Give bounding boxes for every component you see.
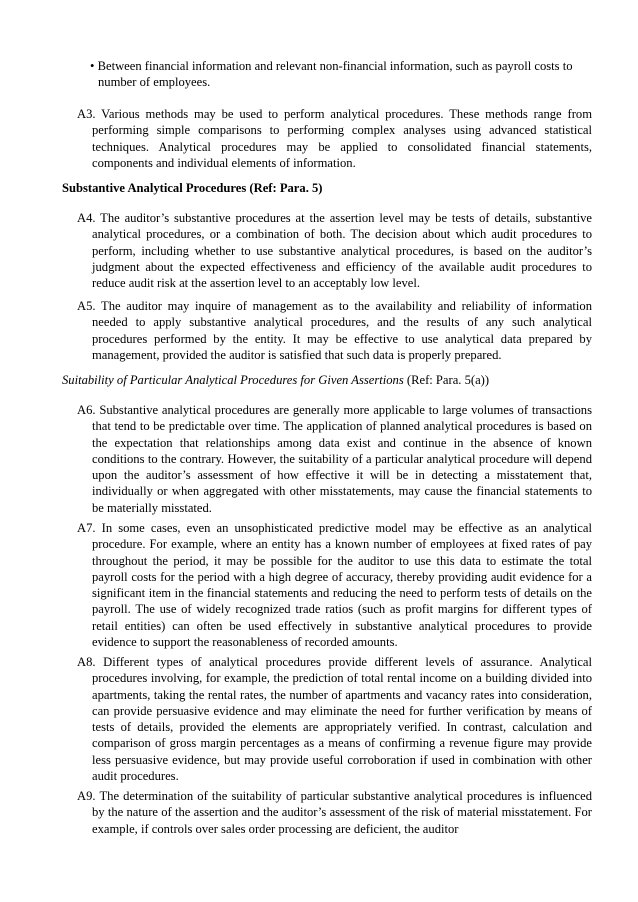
bullet-item-payroll: [90, 58, 586, 91]
bullet-marker: •: [90, 59, 95, 73]
paragraph-a9: A9. The determination of the suitability of particular substantive analytical procedures is influenced by the nature of the assertion and the auditor’s assessment of the risk of material misstatement. For example, if controls over sales order processing are deficient, the auditor: [77, 789, 592, 836]
heading-suitability-title: Suitability of Particular Analytical Procedures for Given Assertions: [62, 373, 404, 387]
bullet-text: Between financial information and relevant non-financial information, such as payroll costs to number of employees.: [97, 59, 573, 90]
paragraph-a5: A5. The auditor may inquire of management as to the availability and reliability of information needed to apply substantive analytical procedures, and the results of any such analytical procedures performed by the entity. It may be effective to use analytical data prepared by management, provided the auditor is satisfied that such data is properly prepared.: [77, 299, 592, 362]
heading-suitability: [62, 372, 578, 388]
heading-suitability-ref: (Ref: Para. 5(a)): [403, 373, 490, 387]
heading-substantive-analytical-procedures: Substantive Analytical Procedures (Ref: Para. 5): [62, 181, 323, 195]
paragraph-a4: A4. The auditor’s substantive procedures at the assertion level may be tests of details, substantive analytical procedures, or a combination of both. The decision about which audit procedures to perform, including whether to use substantive analytical procedures, is based on the auditor’s judgment about the expected effectiveness and efficiency of the available audit procedures to reduce audit risk at the assertion level to an acceptably low level.: [77, 211, 592, 291]
paragraph-a8: A8. Different types of analytical procedures provide different levels of assurance. Analytical procedures involving, for example, the prediction of total rental income on a building divided into apartments, taking the rental rates, the number of apartments and vacancy rates into consideration, can provide persuasive evidence and may eliminate the need for further verification by means of tests of details, provided the elements are appropriately verified. In contrast, calculation and comparison of gross margin percentages as a means of confirming a revenue figure may provide less persuasive evidence, but may provide useful corroboration if used in combination with other audit procedures.: [77, 655, 592, 784]
paragraph-a6: A6. Substantive analytical procedures are generally more applicable to large volumes of transactions that tend to be predictable over time. The application of planned analytical procedures is based on the expectation that relationships among data exist and continue in the absence of known conditions to the contrary. However, the suitability of a particular analytical procedure will depend upon the auditor’s assessment of how effective it will be in detecting a misstatement that, individually or when aggregated with other misstatements, may cause the financial statements to be materially misstated.: [77, 403, 592, 515]
paragraph-a7: A7. In some cases, even an unsophisticated predictive model may be effective as an analytical procedure. For example, where an entity has a known number of employees at fixed rates of pay throughout the period, it may be possible for the auditor to use this data to estimate the total payroll costs for the period with a high degree of accuracy, thereby providing audit evidence for a significant item in the financial statements and reducing the need to perform tests of details on the payroll. The use of widely recognized trade ratios (such as profit margins for different types of retail entities) can often be used effectively in substantive analytical procedures to provide evidence to support the reasonableness of recorded amounts.: [77, 521, 592, 650]
paragraph-a3: A3. Various methods may be used to perform analytical procedures. These methods range from performing simple comparisons to performing complex analyses using advanced statistical techniques. Analytical procedures may be applied to consolidated financial statements, components and individual elements of information.: [77, 107, 592, 170]
